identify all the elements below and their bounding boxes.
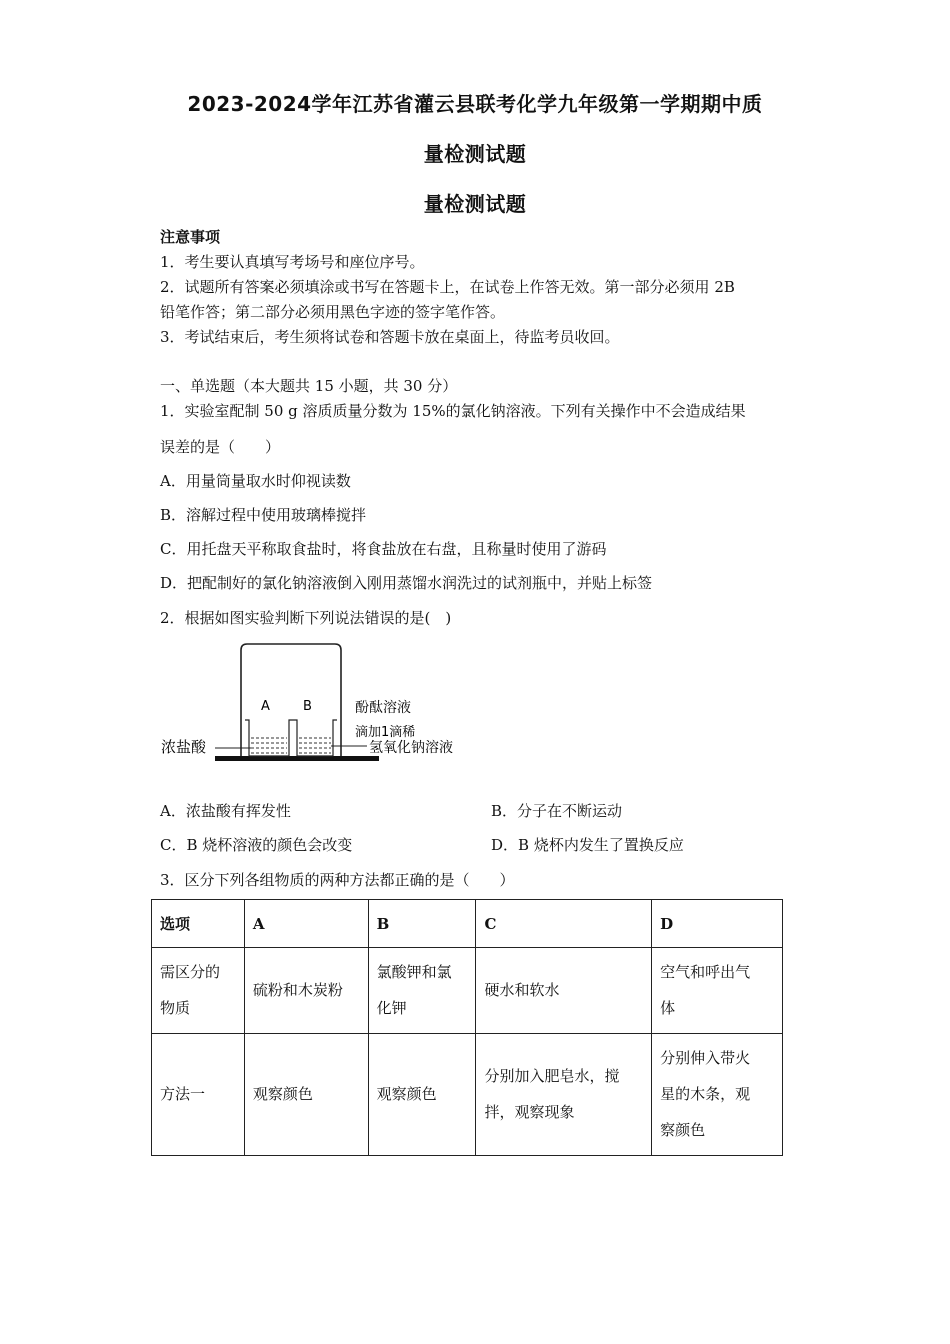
exam-title-line1: 2023-2024学年江苏省灌云县联考化学九年级第一学期期中质 <box>187 92 763 116</box>
q2-option-c: C．B 烧杯溶液的颜色会改变 <box>160 836 353 854</box>
cell-2b: 观察颜色 <box>368 1033 476 1155</box>
q3-table <box>151 899 783 1156</box>
label-conc-hcl: 浓盐酸 <box>161 738 207 756</box>
notice-heading: 注意事项 <box>160 228 221 246</box>
q2-option-d: D．B 烧杯内发生了置换反应 <box>491 836 684 854</box>
notice-item-3: 3．考试结束后，考生须将试卷和答题卡放在桌面上，待监考员收回。 <box>160 328 620 346</box>
label-drop: 滴加1滴稀 <box>355 725 416 740</box>
cell-2c: 分别加入肥皂水，搅 拌，观察现象 <box>476 1033 652 1155</box>
row-label-method1: 方法一 <box>152 1033 245 1155</box>
q2-option-a: A．浓盐酸有挥发性 <box>160 802 291 820</box>
th-a: A <box>244 900 368 948</box>
exam-title-line2: 量检测试题 <box>423 142 527 166</box>
notice-item-1: 1．考生要认真填写考场号和座位序号。 <box>160 253 425 271</box>
notice-item-2b: 铅笔作答；第二部分必须用黑色字迹的签字笔作答。 <box>160 303 506 321</box>
cell-1b: 氯酸钾和氯 化钾 <box>368 948 476 1033</box>
beaker-a <box>245 720 293 756</box>
cell-1d: 空气和呼出气 体 <box>652 948 783 1033</box>
th-c: C <box>476 900 652 948</box>
row-label-substances: 需区分的 物质 <box>152 948 245 1033</box>
q1-option-a: A．用量筒量取水时仰视读数 <box>160 472 351 490</box>
q2-option-b: B．分子在不断运动 <box>491 802 623 820</box>
base-plate <box>215 756 379 761</box>
th-option: 选项 <box>152 900 245 948</box>
exam-title-line3: 量检测试题 <box>423 192 527 216</box>
cell-2d: 分别伸入带火 星的木条，观 察颜色 <box>652 1033 783 1155</box>
table-row <box>152 1033 783 1155</box>
th-b: B <box>368 900 476 948</box>
q1-option-b: B．溶解过程中使用玻璃棒搅拌 <box>160 506 367 524</box>
label-phenolphthalein: 酚酞溶液 <box>355 700 411 716</box>
cell-2a: 观察颜色 <box>244 1033 368 1155</box>
bell-jar <box>241 644 341 758</box>
table-row <box>152 948 783 1033</box>
beaker-b <box>293 720 337 756</box>
beaker-label-a: A <box>261 699 270 714</box>
q1-option-c: C．用托盘天平称取食盐时，将食盐放在右盘，且称量时使用了游码 <box>160 540 607 558</box>
section-heading: 一、单选题（本大题共 15 小题，共 30 分） <box>160 377 458 395</box>
q1-stem-b: 误差的是（ ） <box>160 438 281 456</box>
beaker-label-b: B <box>303 699 312 714</box>
q1-option-d: D．把配制好的氯化钠溶液倒入刚用蒸馏水润洗过的试剂瓶中，并贴上标签 <box>160 574 653 592</box>
q1-stem-a: 1．实验室配制 50 g 溶质质量分数为 15%的氯化钠溶液。下列有关操作中不会造成结果 <box>160 402 746 420</box>
cell-1c: 硬水和软水 <box>476 948 652 1033</box>
experiment-diagram <box>155 640 485 770</box>
table-header-row <box>152 900 783 948</box>
label-naoh: 氢氧化钠溶液 <box>369 740 453 756</box>
q3-stem: 3．区分下列各组物质的两种方法都正确的是（ ） <box>160 871 515 889</box>
th-d: D <box>652 900 783 948</box>
q2-stem: 2．根据如图实验判断下列说法错误的是( ) <box>160 609 452 627</box>
notice-item-2a: 2．试题所有答案必须填涂或书写在答题卡上，在试卷上作答无效。第一部分必须用 2B <box>160 278 735 296</box>
cell-1a: 硫粉和木炭粉 <box>244 948 368 1033</box>
